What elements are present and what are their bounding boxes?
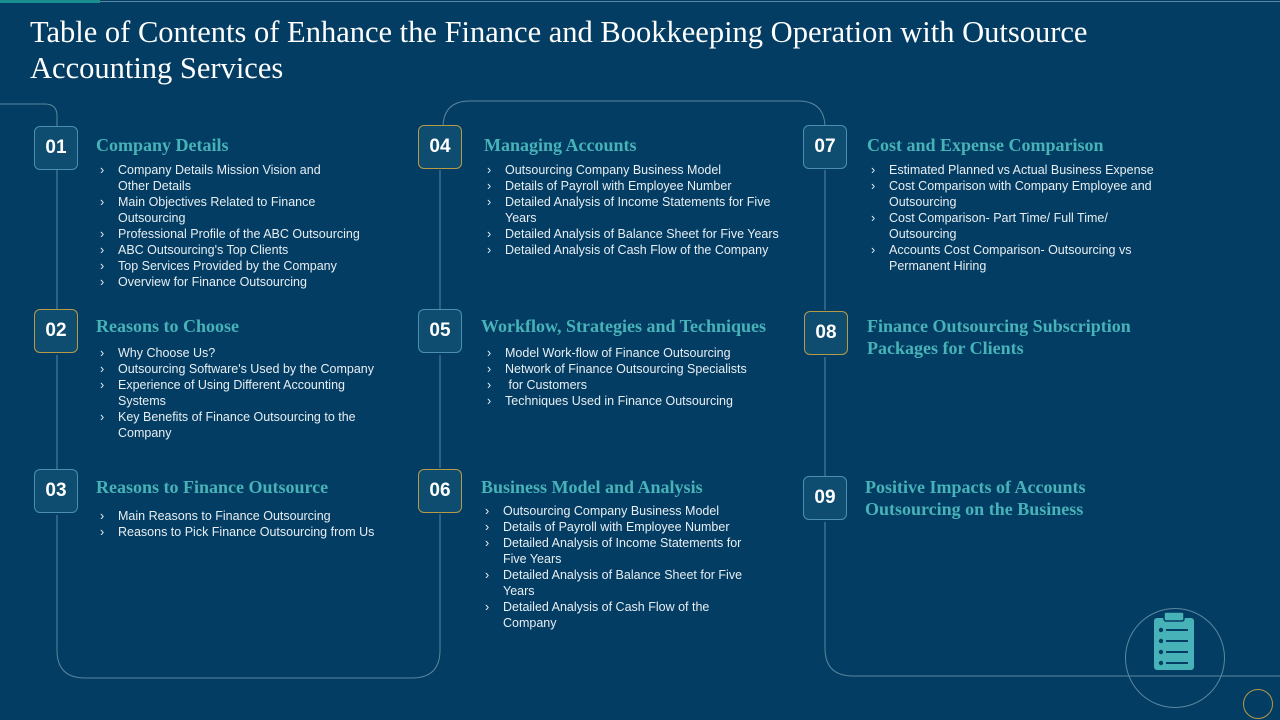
section-number-06: 06: [418, 469, 462, 513]
section-title-reasons-to-choose: Reasons to Choose: [96, 316, 240, 336]
section-05-list: [483, 345, 803, 409]
section-title-managing-accounts: Managing Accounts: [484, 135, 637, 155]
section-07-list: [867, 162, 1187, 274]
section-number-03: 03: [34, 469, 78, 513]
section-title-company-details: Company Details: [96, 135, 229, 155]
list-item: › Estimated Planned vs Actual Business Expense: [867, 162, 1187, 178]
list-item: › Detailed Analysis of Cash Flow of the Company: [483, 242, 803, 258]
list-item: › Techniques Used in Finance Outsourcing: [483, 393, 803, 409]
list-item: › Outsourcing Company Business Model: [483, 162, 803, 178]
list-item: › Detailed Analysis of Income Statements for Five Years: [483, 194, 805, 226]
section-title-workflow: Workflow, Strategies and Techniques: [481, 316, 767, 336]
list-item: › Main Reasons to Finance Outsourcing: [96, 508, 406, 524]
section-title-positive-impacts: Positive Impacts of Accounts Outsourcing on the Business: [865, 477, 1086, 519]
list-item: › Cost Comparison- Part Time/ Full Time/ Outsourcing: [867, 210, 1149, 242]
section-03-list: [96, 508, 406, 540]
section-02-list: [96, 345, 396, 441]
list-item: › Main Objectives Related to Finance Outsourcing: [96, 194, 333, 226]
section-04-list: [483, 162, 803, 258]
section-06-list: [481, 503, 761, 631]
list-item: › Professional Profile of the ABC Outsourcing: [96, 226, 396, 242]
list-item: › Outsourcing Company Business Model: [481, 503, 761, 519]
page-title: Table of Contents of Enhance the Finance and Bookkeeping Operation with Outsource Accounting Services: [30, 15, 1088, 85]
section-01-list: [96, 162, 396, 290]
list-item: › Cost Comparison with Company Employee and Outsourcing: [867, 178, 1189, 210]
list-item: › Network of Finance Outsourcing Specialists: [483, 361, 803, 377]
list-item: › Details of Payroll with Employee Number: [481, 519, 761, 535]
list-item: › Detailed Analysis of Cash Flow of the Company: [481, 599, 748, 631]
section-title-subscription-packages: Finance Outsourcing Subscription Packages for Clients: [867, 316, 1131, 358]
list-item: › Accounts Cost Comparison- Outsourcing vs Permanent Hiring: [867, 242, 1169, 274]
list-item: › ABC Outsourcing's Top Clients: [96, 242, 396, 258]
list-item: › Experience of Using Different Accounting Systems: [96, 377, 368, 409]
section-number-01: 01: [34, 126, 78, 170]
section-number-05: 05: [418, 309, 462, 353]
list-item: › Outsourcing Software's Used by the Company: [96, 361, 396, 377]
decorative-gold-circle: [1243, 689, 1273, 719]
list-item: › Overview for Finance Outsourcing: [96, 274, 396, 290]
section-title-reasons-to-finance-outsource: Reasons to Finance Outsource: [96, 477, 329, 497]
section-number-02: 02: [34, 309, 78, 353]
connector-04-07: [443, 101, 825, 128]
list-item: › Top Services Provided by the Company: [96, 258, 396, 274]
list-item: › Reasons to Pick Finance Outsourcing from Us: [96, 524, 406, 540]
list-item: › for Customers: [483, 377, 803, 393]
section-number-09: 09: [803, 476, 847, 520]
connector-intro: [0, 104, 57, 126]
section-title-business-model: Business Model and Analysis: [481, 477, 703, 497]
list-item: › Company Details Mission Vision and Other Details: [96, 162, 336, 194]
section-number-07: 07: [803, 125, 847, 169]
clipboard-icon-circle: [1125, 608, 1225, 708]
list-item: › Detailed Analysis of Income Statements for Five Years: [481, 535, 758, 567]
section-title-cost-expense: Cost and Expense Comparison: [867, 135, 1104, 155]
list-item: › Details of Payroll with Employee Number: [483, 178, 803, 194]
section-number-08: 08: [804, 311, 848, 355]
list-item: › Key Benefits of Finance Outsourcing to the Company: [96, 409, 378, 441]
list-item: › Why Choose Us?: [96, 345, 396, 361]
section-number-04: 04: [418, 125, 462, 169]
list-item: › Detailed Analysis of Balance Sheet for Five Years: [481, 567, 753, 599]
list-item: › Detailed Analysis of Balance Sheet for Five Years: [483, 226, 803, 242]
list-item: › Model Work-flow of Finance Outsourcing: [483, 345, 803, 361]
